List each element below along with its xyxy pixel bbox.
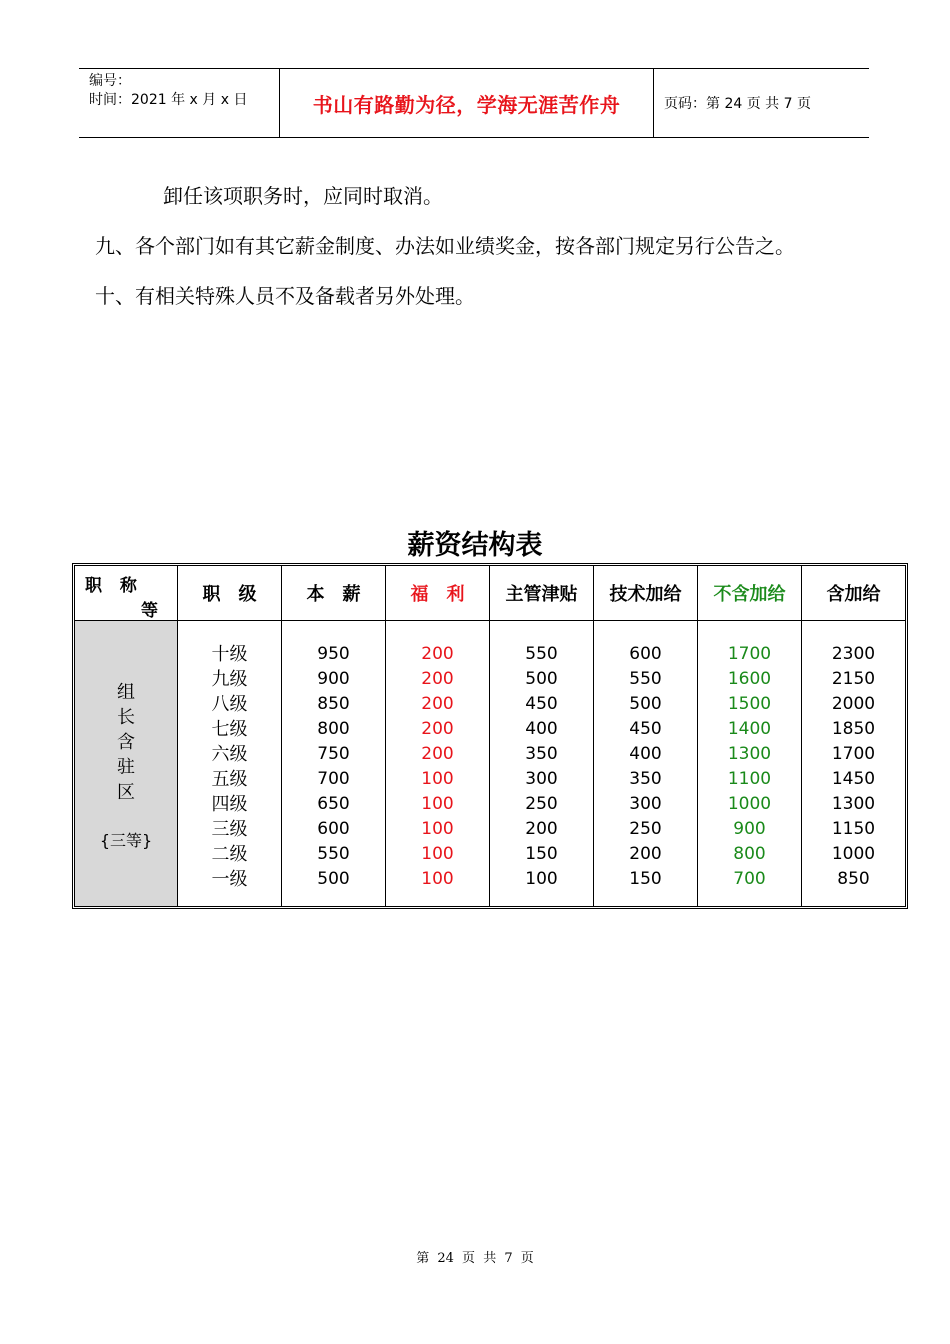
table-title: 薪资结构表: [407, 530, 543, 561]
header-supervisor: 主管津贴: [505, 584, 578, 605]
body-line-2: 九、各个部门如有其它薪金制度、办法如业绩奖金，按各部门规定另行公告之。: [95, 234, 795, 258]
table-cell: 250: [629, 819, 662, 839]
header-technical: 技术加给: [609, 584, 682, 605]
table-cell: 三级: [211, 819, 248, 840]
table-cell: 六级: [211, 744, 248, 765]
table-cell: 1450: [831, 769, 876, 789]
table-cell: 500: [317, 869, 350, 889]
table-cell: 一级: [211, 869, 248, 890]
table-cell: 500: [525, 669, 558, 689]
table-cell: 200: [421, 744, 454, 764]
table-cell: 800: [317, 719, 350, 739]
table-cell: 1850: [831, 719, 876, 739]
page-header: [79, 68, 869, 138]
col-technical: [594, 642, 697, 892]
corner-bottom-label: 等: [141, 601, 158, 621]
table-cell: 900: [317, 669, 350, 689]
table-cell: 450: [525, 694, 558, 714]
page-footer: 第 24 页 共 7 页: [416, 1251, 534, 1266]
col-incl-bonus: [802, 642, 905, 892]
table-cell: 1150: [831, 819, 876, 839]
body-line-3: 十、有相关特殊人员不及备载者另外处理。: [95, 284, 475, 308]
table-cell: 600: [629, 644, 662, 664]
table-cell: 350: [525, 744, 558, 764]
group-char: 含: [117, 732, 135, 753]
group-sub-label: {三等}: [99, 831, 153, 850]
table-cell: 2300: [831, 644, 876, 664]
header-base: 本 薪: [306, 584, 361, 605]
table-cell: 600: [317, 819, 350, 839]
table-cell: 150: [629, 869, 662, 889]
table-cell: 二级: [211, 844, 248, 865]
col-welfare: [386, 642, 489, 892]
header-grade: 职 级: [202, 584, 257, 605]
table-cell: 400: [629, 744, 662, 764]
col-excl-bonus: [698, 642, 801, 892]
table-cell: 950: [317, 644, 350, 664]
time-label: 时间：2021 年 x 月 x 日: [89, 92, 248, 108]
table-cell: 2150: [831, 669, 876, 689]
body-line-1: 卸任该项职务时，应同时取消。: [163, 184, 443, 208]
table-cell: 100: [421, 769, 454, 789]
table-cell: 100: [421, 844, 454, 864]
group-label: [75, 680, 177, 805]
table-cell: 100: [421, 819, 454, 839]
table-cell: 200: [525, 819, 558, 839]
table-cell: 550: [317, 844, 350, 864]
table-cell: 七级: [211, 719, 248, 740]
table-cell: 100: [421, 869, 454, 889]
table-cell: 800: [733, 844, 766, 864]
table-cell: 1700: [727, 644, 772, 664]
table-cell: 700: [317, 769, 350, 789]
table-cell: 1000: [831, 844, 876, 864]
table-cell: 200: [421, 694, 454, 714]
table-cell: 1500: [727, 694, 772, 714]
table-cell: 400: [525, 719, 558, 739]
table-cell: 850: [317, 694, 350, 714]
col-supervisor: [490, 642, 593, 892]
table-cell: 150: [525, 844, 558, 864]
table-cell: 2000: [831, 694, 876, 714]
header-motto: 书山有路勤为径，学海无涯苦作舟: [280, 69, 654, 137]
table-cell: 200: [421, 644, 454, 664]
table-cell: 350: [629, 769, 662, 789]
table-cell: 300: [525, 769, 558, 789]
table-cell: 750: [317, 744, 350, 764]
group-char: 区: [117, 782, 135, 803]
table-cell: 500: [629, 694, 662, 714]
table-cell: 850: [837, 869, 870, 889]
corner-top-label: 职 称: [85, 576, 143, 596]
table-cell: 450: [629, 719, 662, 739]
group-char: 驻: [117, 757, 135, 778]
table-cell: 1700: [831, 744, 876, 764]
table-cell: 900: [733, 819, 766, 839]
header-welfare: 福 利: [410, 584, 465, 605]
table-cell: 550: [525, 644, 558, 664]
table-cell: 250: [525, 794, 558, 814]
table-cell: 1400: [727, 719, 772, 739]
table-cell: 九级: [211, 669, 248, 690]
table-cell: 十级: [211, 644, 248, 665]
table-cell: 200: [421, 669, 454, 689]
table-cell: 100: [525, 869, 558, 889]
table-cell: 1100: [727, 769, 772, 789]
group-char: 组: [117, 682, 135, 703]
table-cell: 1600: [727, 669, 772, 689]
table-cell: 100: [421, 794, 454, 814]
header-page-info: 页码：第 24 页 共 7 页: [664, 96, 811, 112]
table-cell: 四级: [211, 794, 248, 815]
header-corner-cell: [75, 566, 177, 620]
table-cell: 200: [629, 844, 662, 864]
table-cell: 1000: [727, 794, 772, 814]
header-incl-bonus: 含加给: [826, 584, 881, 605]
header-excl-bonus: 不含加给: [713, 584, 786, 605]
table-cell: 五级: [211, 769, 248, 790]
table-cell: 1300: [831, 794, 876, 814]
number-label: 编号：: [89, 73, 131, 89]
table-cell: 550: [629, 669, 662, 689]
table-cell: 700: [733, 869, 766, 889]
table-cell: 200: [421, 719, 454, 739]
table-cell: 650: [317, 794, 350, 814]
col-base: [282, 642, 385, 892]
table-cell: 八级: [211, 694, 248, 715]
table-cell: 1300: [727, 744, 772, 764]
group-char: 长: [117, 707, 135, 728]
col-grade: [178, 642, 281, 892]
salary-table: [72, 563, 908, 909]
header-meta: [79, 69, 280, 137]
table-cell: 300: [629, 794, 662, 814]
